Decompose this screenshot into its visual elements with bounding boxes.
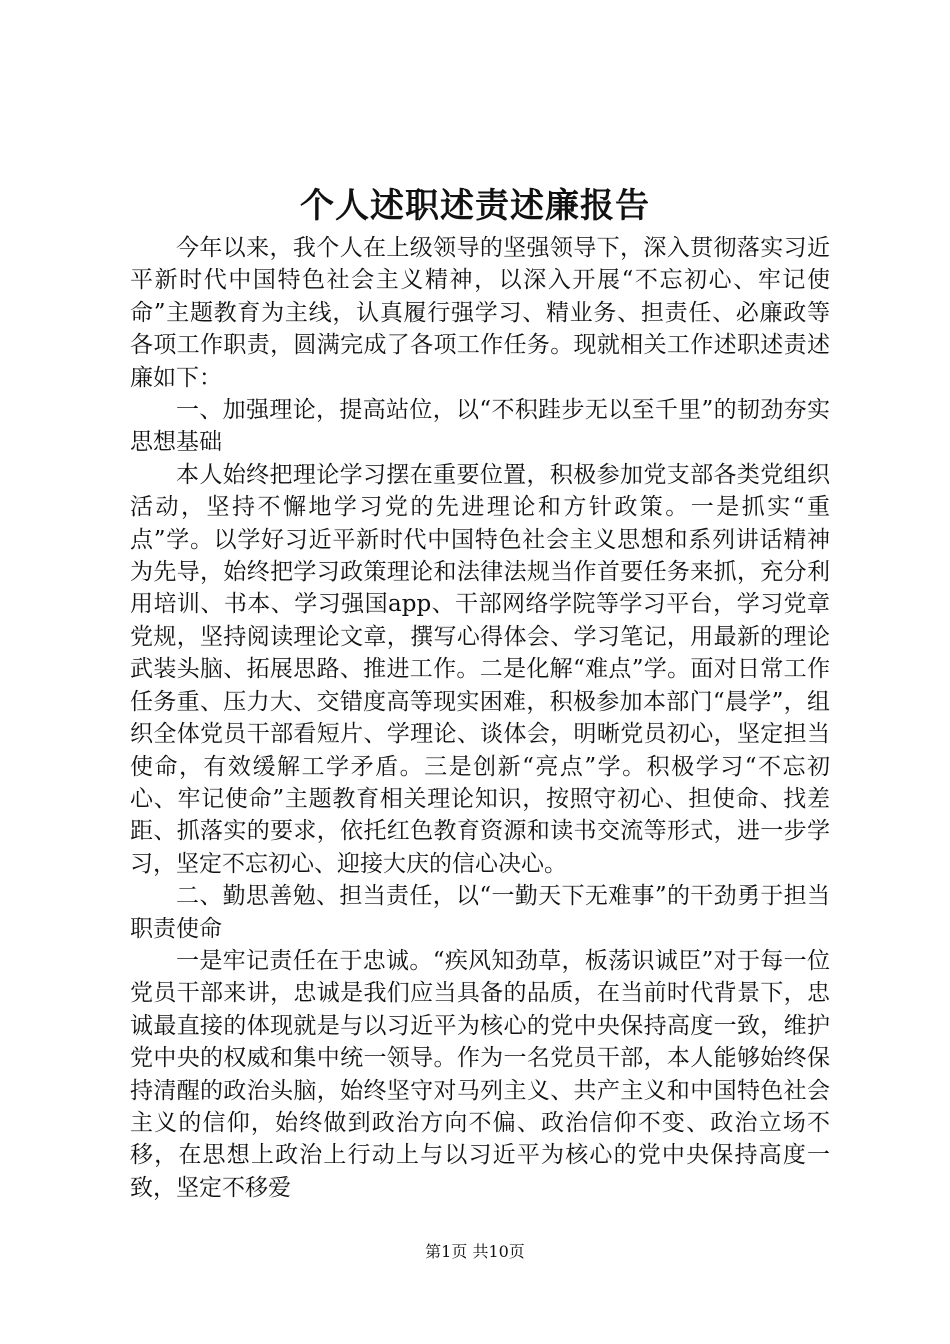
paragraph-section-2: 一是牢记责任在于忠诚。“疾风知劲草，板荡识诚臣”对于每一位党员干部来讲，忠诚是我们应当具备的品质，在当前时代背景下，忠诚最直接的体现就是与以习近平为核心的党中央保持高度一致，维护党中央的权威和集中统一领导。作为一名党员干部，本人能够始终保持清醒的政治头脑，始终坚守对马列主义、共产主义和中国特色社会主义的信仰，始终做到政治方向不偏、政治信仰不变、政治立场不移，在思想上政治上行动上与以习近平为核心的党中央保持高度一致，坚定不移爱: [130, 947, 830, 1201]
document-title: 个人述职述责述廉报告: [300, 186, 650, 226]
document-body: [130, 232, 830, 1204]
paragraph-intro: 今年以来，我个人在上级领导的坚强领导下，深入贯彻落实习近平新时代中国特色社会主义精神，以深入开展“不忘初心、牢记使命”主题教育为主线，认真履行强学习、精业务、担责任、必廉政等各项工作职责，圆满完成了各项工作任务。现就相关工作述职述责述廉如下：: [130, 235, 830, 391]
paragraph-section-1: 本人始终把理论学习摆在重要位置，积极参加党支部各类党组织活动，坚持不懈地学习党的先进理论和方针政策。一是抓实“重点”学。以学好习近平新时代中国特色社会主义思想和系列讲话精神为先导，始终把学习政策理论和法律法规当作首要任务来抓，充分利用培训、书本、学习强国app、干部网络学院等学习平台，学习党章党规，坚持阅读理论文章，撰写心得体会、学习笔记，用最新的理论武装头脑、拓展思路、推进工作。二是化解“难点”学。面对日常工作任务重、压力大、交错度高等现实困难，积极参加本部门“晨学”，组织全体党员干部看短片、学理论、谈体会，明晰党员初心，坚定担当使命，有效缓解工学矛盾。三是创新“亮点”学。积极学习“不忘初心、牢记使命”主题教育相关理论知识，按照守初心、担使命、找差距、抓落实的要求，依托红色教育资源和读书交流等形式，进一步学习，坚定不忘初心、迎接大庆的信心决心。: [130, 461, 830, 877]
page-number-footer: 第1页 共10页: [425, 1242, 525, 1261]
section-heading-2: 二、勤思善勉、担当责任，以“一勤天下无难事”的干劲勇于担当职责使命: [130, 883, 830, 942]
section-heading-1: 一、加强理论，提高站位，以“不积跬步无以至千里”的韧劲夯实思想基础: [130, 397, 830, 456]
